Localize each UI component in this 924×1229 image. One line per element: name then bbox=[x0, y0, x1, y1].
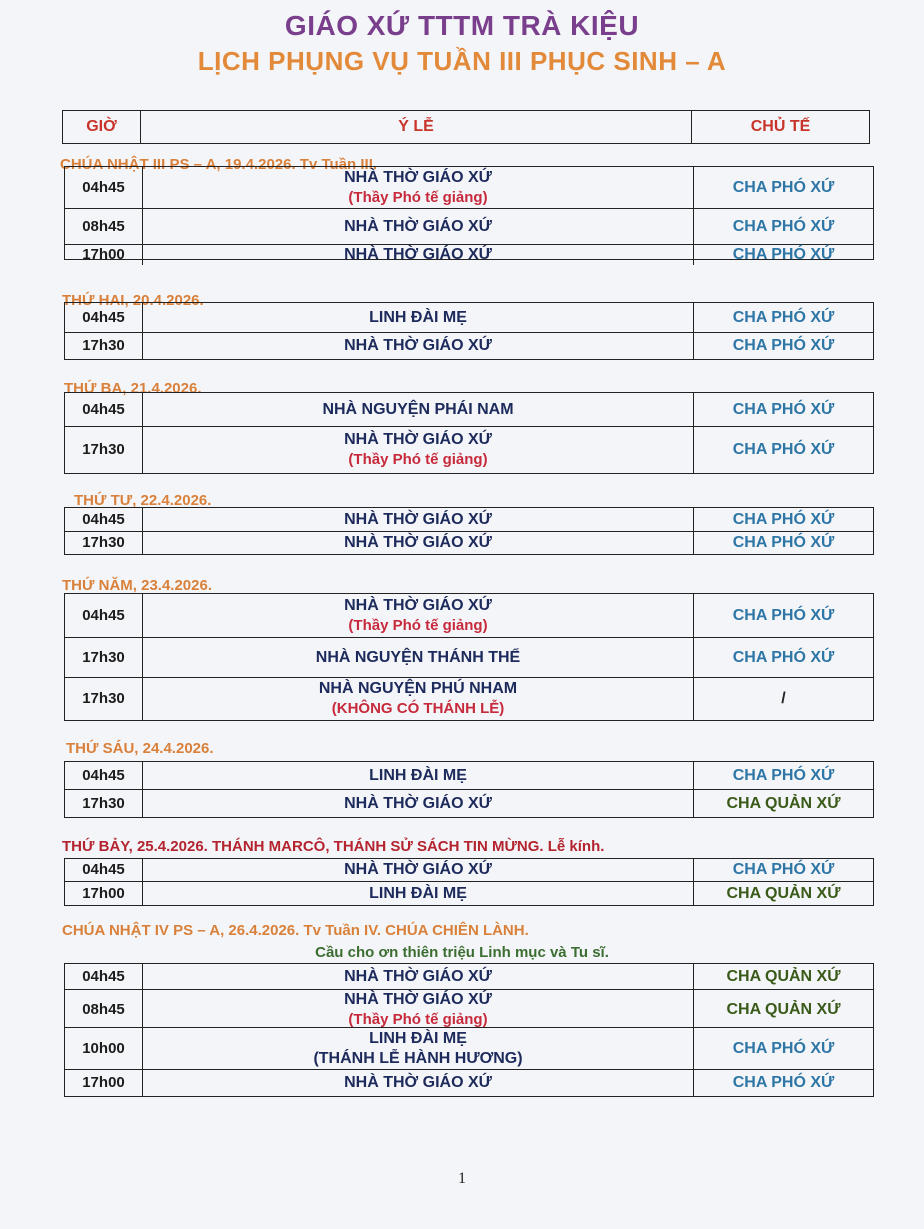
mass-time: 04h45 bbox=[65, 303, 143, 332]
celebrant: CHA PHÓ XỨ bbox=[732, 400, 835, 418]
celebrant: CHA PHÓ XỨ bbox=[732, 510, 835, 528]
mass-location: NHÀ THỜ GIÁO XỨ bbox=[344, 246, 492, 263]
mass-time: 04h45 bbox=[65, 859, 143, 881]
mass-location: NHÀ NGUYỆN THÁNH THỂ bbox=[315, 648, 521, 666]
table-row bbox=[65, 167, 873, 209]
celebrant: CHA PHÓ XỨ bbox=[732, 178, 835, 196]
mass-time: 04h45 bbox=[65, 393, 143, 426]
celebrant: CHA PHÓ XỨ bbox=[732, 648, 835, 666]
celebrant: CHA QUẢN XỨ bbox=[726, 884, 841, 902]
parish-title: GIÁO XỨ TTTM TRÀ KIỆU bbox=[284, 10, 640, 41]
celebrant: CHA PHÓ XỨ bbox=[732, 534, 835, 551]
mass-location-cell bbox=[143, 508, 694, 531]
mass-note: (KHÔNG CÓ THÁNH LỄ) bbox=[331, 700, 505, 717]
day-heading-sat: THỨ BẢY, 25.4.2026. THÁNH MARCÔ, THÁNH SỬ SÁCH TIN MỪNG. Lễ kính. bbox=[62, 838, 605, 855]
mass-time: 04h45 bbox=[65, 594, 143, 637]
day-table-tue bbox=[64, 392, 874, 474]
mass-time: 10h00 bbox=[65, 1028, 143, 1069]
table-row bbox=[65, 762, 873, 790]
mass-location: NHÀ THỜ GIÁO XỨ bbox=[344, 168, 492, 186]
mass-location-cell bbox=[143, 427, 694, 473]
mass-location: NHÀ THỜ GIÁO XỨ bbox=[344, 337, 492, 354]
mass-location-cell bbox=[143, 678, 694, 720]
mass-location: LINH ĐÀI MẸ bbox=[369, 308, 467, 326]
celebrant: CHA QUẢN XỨ bbox=[726, 967, 841, 985]
table-row bbox=[65, 594, 873, 638]
celebrant: / bbox=[781, 690, 786, 707]
mass-time: 17h00 bbox=[65, 245, 143, 265]
mass-location-cell bbox=[143, 1070, 694, 1096]
celebrant: CHA PHÓ XỨ bbox=[732, 861, 835, 878]
mass-note: (THÁNH LỄ HÀNH HƯƠNG) bbox=[313, 1049, 523, 1067]
day-heading-wed: THỨ TƯ, 22.4.2026. bbox=[74, 492, 212, 509]
celebrant: CHA QUẢN XỨ bbox=[726, 794, 841, 812]
mass-location-cell bbox=[143, 882, 694, 905]
celebrant: CHA PHÓ XỨ bbox=[732, 1039, 835, 1057]
celebrant: CHA PHÓ XỨ bbox=[732, 766, 835, 784]
mass-location: NHÀ THỜ GIÁO XỨ bbox=[344, 217, 492, 235]
day-table-sun4 bbox=[64, 963, 874, 1097]
table-row bbox=[65, 393, 873, 427]
mass-time: 08h45 bbox=[65, 209, 143, 244]
mass-location: NHÀ NGUYỆN PHÚ NHAM bbox=[318, 680, 518, 697]
mass-location: NHÀ THỜ GIÁO XỨ bbox=[344, 431, 492, 448]
page-number: 1 bbox=[458, 1170, 466, 1187]
mass-time: 04h45 bbox=[65, 964, 143, 989]
mass-location: NHÀ NGUYỆN PHÁI NAM bbox=[322, 400, 514, 418]
table-row bbox=[65, 1070, 873, 1096]
mass-location: LINH ĐÀI MẸ bbox=[369, 1029, 467, 1047]
mass-time: 17h00 bbox=[65, 882, 143, 905]
table-row bbox=[65, 790, 873, 817]
table-row bbox=[65, 678, 873, 720]
table-row bbox=[65, 990, 873, 1028]
col-celebrant-header: CHỦ TẾ bbox=[750, 118, 811, 135]
mass-location-cell bbox=[143, 990, 694, 1030]
celebrant: CHA PHÓ XỨ bbox=[732, 441, 835, 458]
mass-location-cell bbox=[143, 209, 694, 244]
table-row bbox=[65, 532, 873, 554]
table-row bbox=[65, 882, 873, 905]
mass-location: NHÀ THỜ GIÁO XỨ bbox=[344, 967, 492, 985]
schedule-title: LỊCH PHỤNG VỤ TUẦN III PHỤC SINH – A bbox=[197, 46, 727, 76]
table-row bbox=[65, 245, 873, 263]
mass-time: 04h45 bbox=[65, 167, 143, 208]
mass-note: (Thầy Phó tế giảng) bbox=[348, 616, 488, 634]
mass-time: 17h30 bbox=[65, 427, 143, 473]
col-intent-header: Ý LỄ bbox=[141, 111, 692, 143]
day-table-sun3 bbox=[64, 166, 874, 263]
day-heading-thu: THỨ NĂM, 23.4.2026. bbox=[62, 577, 212, 594]
mass-location-cell bbox=[143, 245, 694, 265]
mass-location-cell bbox=[143, 333, 694, 359]
table-row bbox=[65, 333, 873, 359]
mass-location-cell bbox=[143, 1028, 694, 1069]
celebrant: CHA PHÓ XỨ bbox=[732, 337, 835, 354]
mass-time: 17h30 bbox=[65, 333, 143, 359]
mass-location-cell bbox=[143, 790, 694, 817]
day-heading-tue: THỨ BA, 21.4.2026. bbox=[64, 380, 202, 397]
day-table-fri bbox=[64, 761, 874, 818]
celebrant: CHA PHÓ XỨ bbox=[732, 1074, 835, 1091]
mass-location-cell bbox=[143, 393, 694, 426]
table-row bbox=[65, 638, 873, 678]
mass-location: LINH ĐÀI MẸ bbox=[369, 766, 467, 784]
day-table-wed bbox=[64, 507, 874, 555]
celebrant: CHA PHÓ XỨ bbox=[732, 308, 835, 326]
table-row bbox=[65, 209, 873, 245]
day-heading-sun3: CHÚA NHẬT III PS – A, 19.4.2026. Tv Tuần III. bbox=[60, 156, 378, 173]
celebrant: CHA PHÓ XỨ bbox=[732, 606, 835, 624]
table-row bbox=[65, 964, 873, 990]
table-row bbox=[65, 1028, 873, 1070]
day-heading-fri: THỨ SÁU, 24.4.2026. bbox=[66, 740, 214, 757]
mass-time: 17h00 bbox=[65, 1070, 143, 1096]
celebrant: CHA PHÓ XỨ bbox=[732, 246, 835, 263]
mass-time: 17h30 bbox=[65, 532, 143, 554]
mass-location-cell bbox=[143, 762, 694, 789]
table-row bbox=[65, 427, 873, 473]
mass-location-cell bbox=[143, 167, 694, 208]
mass-time: 17h30 bbox=[65, 790, 143, 817]
mass-location-cell bbox=[143, 594, 694, 637]
mass-location: NHÀ THỜ GIÁO XỨ bbox=[344, 1074, 492, 1091]
day-heading-mon: THỨ HAI, 20.4.2026. bbox=[62, 292, 204, 309]
mass-time: 17h30 bbox=[65, 638, 143, 677]
celebrant: CHA QUẢN XỨ bbox=[726, 1001, 841, 1018]
mass-location-cell bbox=[143, 532, 694, 554]
day-subheading-sun4: Cầu cho ơn thiên triệu Linh mục và Tu sĩ. bbox=[315, 944, 609, 961]
table-row bbox=[65, 859, 873, 882]
table-row bbox=[65, 303, 873, 333]
mass-time: 08h45 bbox=[65, 990, 143, 1030]
day-table-mon bbox=[64, 302, 874, 360]
mass-time: 17h30 bbox=[65, 678, 143, 720]
mass-note: (Thầy Phó tế giảng) bbox=[348, 188, 488, 206]
mass-location: NHÀ THỜ GIÁO XỨ bbox=[344, 861, 492, 878]
day-table-thu bbox=[64, 593, 874, 721]
celebrant: CHA PHÓ XỨ bbox=[732, 217, 835, 235]
col-time-header: GIỜ bbox=[63, 111, 141, 143]
mass-note: (Thầy Phó tế giảng) bbox=[348, 451, 488, 468]
mass-location: NHÀ THỜ GIÁO XỨ bbox=[344, 991, 492, 1008]
table-header bbox=[62, 110, 870, 144]
mass-note: (Thầy Phó tế giảng) bbox=[348, 1011, 488, 1028]
mass-time: 04h45 bbox=[65, 508, 143, 531]
table-row bbox=[65, 508, 873, 532]
mass-time: 04h45 bbox=[65, 762, 143, 789]
day-heading-sun4: CHÚA NHẬT IV PS – A, 26.4.2026. Tv Tuần IV. CHÚA CHIÊN LÀNH. bbox=[62, 922, 529, 939]
mass-location: NHÀ THỜ GIÁO XỨ bbox=[344, 794, 492, 812]
mass-location: NHÀ THỜ GIÁO XỨ bbox=[344, 596, 492, 614]
mass-location: NHÀ THỜ GIÁO XỨ bbox=[344, 534, 492, 551]
mass-location-cell bbox=[143, 638, 694, 677]
mass-location-cell bbox=[143, 859, 694, 881]
mass-location: LINH ĐÀI MẸ bbox=[369, 884, 467, 902]
mass-location: NHÀ THỜ GIÁO XỨ bbox=[344, 510, 492, 528]
day-table-sat bbox=[64, 858, 874, 906]
mass-location-cell bbox=[143, 303, 694, 332]
mass-location-cell bbox=[143, 964, 694, 989]
